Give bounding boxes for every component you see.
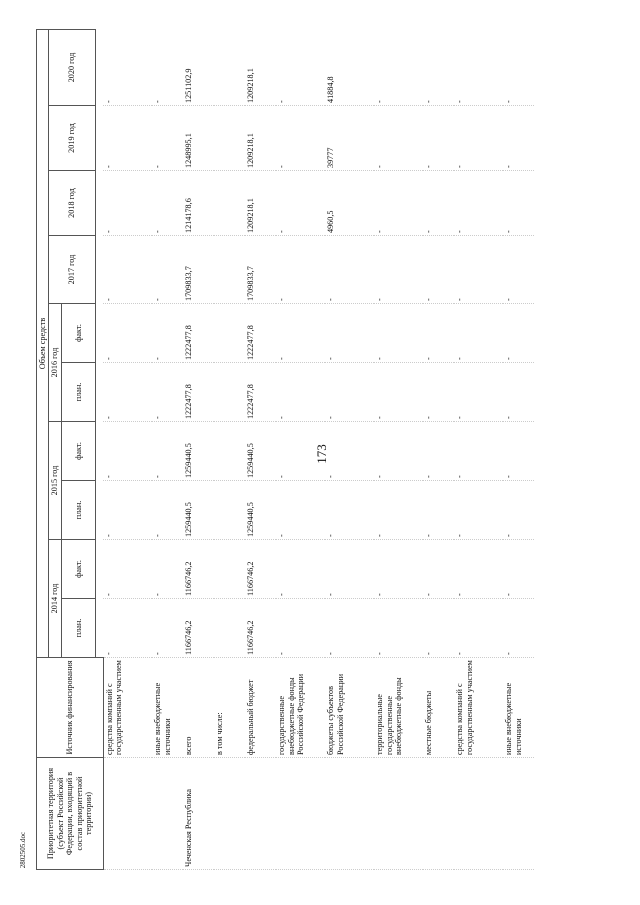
table-row	[183, 29, 214, 869]
value-cell: -	[503, 540, 534, 599]
value-cell: -	[103, 29, 152, 105]
header-fact-2014: факт.	[61, 540, 95, 599]
value-cell: -	[325, 599, 374, 658]
value-cell: -	[503, 422, 534, 481]
header-fact-2015: факт.	[61, 422, 95, 481]
value-cell: 1209218,1	[245, 171, 276, 236]
value-cell: 1166746,2	[245, 540, 276, 599]
value-cell: -	[374, 481, 423, 540]
territory-cell	[152, 758, 183, 870]
table-row	[325, 29, 374, 869]
header-plan-2015: план.	[61, 481, 95, 540]
value-cell: -	[152, 363, 183, 422]
value-cell: -	[276, 304, 325, 363]
value-cell: -	[103, 304, 152, 363]
value-cell: -	[423, 29, 454, 105]
value-cell: 41884,8	[325, 29, 374, 105]
value-cell: 1214178,6	[183, 171, 214, 236]
value-cell: 39777	[325, 106, 374, 171]
value-cell: -	[423, 422, 454, 481]
value-cell: -	[423, 171, 454, 236]
value-cell: -	[152, 171, 183, 236]
value-cell: 1209218,1	[245, 106, 276, 171]
value-cell: -	[276, 481, 325, 540]
value-cell: -	[503, 29, 534, 105]
table-body	[103, 29, 534, 869]
value-cell: -	[374, 29, 423, 105]
value-cell: -	[276, 29, 325, 105]
value-cell: -	[423, 363, 454, 422]
territory-cell	[276, 758, 325, 870]
table-row	[276, 29, 325, 869]
value-cell: 1222477,8	[245, 363, 276, 422]
value-cell: -	[103, 422, 152, 481]
value-cell: -	[103, 481, 152, 540]
value-cell: -	[103, 363, 152, 422]
value-cell: 4960,5	[325, 171, 374, 236]
value-cell: -	[454, 29, 503, 105]
territory-cell	[374, 758, 423, 870]
value-cell: -	[503, 106, 534, 171]
header-year-2020: 2020 год	[49, 29, 95, 105]
value-cell: -	[276, 422, 325, 481]
table-row	[152, 29, 183, 869]
table-row	[503, 29, 534, 869]
source-cell: территориальные государственные внебюджетные фонды	[374, 658, 423, 758]
value-cell: -	[374, 106, 423, 171]
value-cell: -	[152, 599, 183, 658]
value-cell	[214, 363, 245, 422]
source-cell: средства компаний с государственным участием	[454, 658, 503, 758]
value-cell	[214, 422, 245, 481]
source-cell: бюджеты субъектов Российской Федерации	[325, 658, 374, 758]
page-number: 173	[314, 444, 329, 464]
value-cell: -	[152, 106, 183, 171]
value-cell	[214, 599, 245, 658]
value-cell: -	[423, 599, 454, 658]
value-cell: -	[454, 363, 503, 422]
source-cell: федеральный бюджет	[245, 658, 276, 758]
value-cell: -	[423, 540, 454, 599]
value-cell: -	[103, 599, 152, 658]
value-cell: -	[325, 422, 374, 481]
territory-cell	[503, 758, 534, 870]
value-cell: -	[276, 171, 325, 236]
value-cell: -	[325, 236, 374, 304]
value-cell: -	[503, 599, 534, 658]
value-cell: -	[325, 363, 374, 422]
header-plan-2014: план.	[61, 599, 95, 658]
value-cell	[214, 540, 245, 599]
value-cell: -	[454, 304, 503, 363]
header-fact-2016: факт.	[61, 304, 95, 363]
value-cell: 1222477,8	[183, 363, 214, 422]
value-cell: -	[374, 599, 423, 658]
value-cell: 1259440,5	[245, 422, 276, 481]
value-cell: -	[325, 304, 374, 363]
territory-cell	[325, 758, 374, 870]
value-cell: -	[276, 363, 325, 422]
territory-cell: Чеченская Республика	[183, 758, 214, 870]
source-cell: в том числе:	[214, 658, 245, 758]
value-cell: -	[423, 236, 454, 304]
table-row	[423, 29, 454, 869]
value-cell	[214, 29, 245, 105]
value-cell: -	[325, 481, 374, 540]
table-row	[374, 29, 423, 869]
value-cell	[214, 304, 245, 363]
value-cell	[214, 106, 245, 171]
territory-cell	[214, 758, 245, 870]
header-year-2015: 2015 год	[49, 422, 61, 540]
value-cell: -	[276, 599, 325, 658]
value-cell: -	[503, 304, 534, 363]
table-row	[214, 29, 245, 869]
header-source: Источник финансирования	[37, 658, 104, 758]
source-cell: всего	[183, 658, 214, 758]
value-cell: 1248995,1	[183, 106, 214, 171]
value-cell: -	[374, 236, 423, 304]
value-cell: -	[325, 540, 374, 599]
value-cell: -	[152, 304, 183, 363]
document-code: 2802505.doc	[19, 831, 27, 869]
value-cell	[214, 236, 245, 304]
source-cell: иные внебюджетные источники	[503, 658, 534, 758]
value-cell: -	[103, 171, 152, 236]
value-cell: -	[152, 540, 183, 599]
source-cell: иные внебюджетные источники	[152, 658, 183, 758]
table-header	[37, 29, 104, 869]
value-cell: -	[152, 236, 183, 304]
value-cell: -	[503, 363, 534, 422]
source-cell: средства компаний с государственным участием	[103, 658, 152, 758]
header-year-2018: 2018 год	[49, 171, 95, 236]
value-cell: -	[503, 481, 534, 540]
value-cell: 1259440,5	[183, 422, 214, 481]
value-cell: 1222477,8	[183, 304, 214, 363]
value-cell: -	[374, 422, 423, 481]
value-cell: -	[503, 171, 534, 236]
value-cell: -	[454, 540, 503, 599]
header-territory: Приоритетная территория (субъект Российской Федерации, входящий в состав приоритетной территории)	[37, 758, 104, 870]
value-cell: -	[374, 304, 423, 363]
value-cell: 1259440,5	[183, 481, 214, 540]
header-volume: Объем средств	[37, 29, 49, 657]
territory-cell	[454, 758, 503, 870]
territory-cell	[245, 758, 276, 870]
value-cell: -	[454, 236, 503, 304]
funding-table	[36, 29, 534, 870]
value-cell: 1209218,1	[245, 29, 276, 105]
table-row	[103, 29, 152, 869]
value-cell: 1259440,5	[245, 481, 276, 540]
value-cell: -	[276, 236, 325, 304]
header-year-2014: 2014 год	[49, 540, 61, 658]
rotated-table-container	[36, 30, 606, 870]
table-row	[245, 29, 276, 869]
header-year-2017: 2017 год	[49, 236, 95, 304]
value-cell: -	[103, 540, 152, 599]
value-cell: -	[454, 481, 503, 540]
value-cell: -	[503, 236, 534, 304]
value-cell: -	[423, 481, 454, 540]
value-cell: -	[454, 599, 503, 658]
value-cell: 1709833,7	[245, 236, 276, 304]
value-cell: -	[374, 171, 423, 236]
value-cell: 1166746,2	[183, 540, 214, 599]
value-cell: 1251102,9	[183, 29, 214, 105]
value-cell: -	[276, 106, 325, 171]
value-cell: -	[454, 171, 503, 236]
source-cell: государственные внебюджетные фонды Российской Федерации	[276, 658, 325, 758]
value-cell: -	[103, 106, 152, 171]
value-cell	[214, 171, 245, 236]
value-cell: -	[423, 106, 454, 171]
value-cell: 1166746,2	[245, 599, 276, 658]
value-cell: -	[103, 236, 152, 304]
value-cell: 1709833,7	[183, 236, 214, 304]
territory-cell	[103, 758, 152, 870]
value-cell: -	[374, 363, 423, 422]
value-cell	[214, 481, 245, 540]
header-year-2019: 2019 год	[49, 106, 95, 171]
table-row	[454, 29, 503, 869]
value-cell: -	[374, 540, 423, 599]
value-cell: 1222477,8	[245, 304, 276, 363]
value-cell: -	[276, 540, 325, 599]
value-cell: -	[152, 481, 183, 540]
source-cell: местные бюджеты	[423, 658, 454, 758]
value-cell: -	[152, 29, 183, 105]
header-year-2016: 2016 год	[49, 304, 61, 422]
value-cell: -	[454, 106, 503, 171]
value-cell: 1166746,2	[183, 599, 214, 658]
value-cell: -	[454, 422, 503, 481]
territory-cell	[423, 758, 454, 870]
value-cell: -	[423, 304, 454, 363]
header-plan-2016: план.	[61, 363, 95, 422]
value-cell: -	[152, 422, 183, 481]
